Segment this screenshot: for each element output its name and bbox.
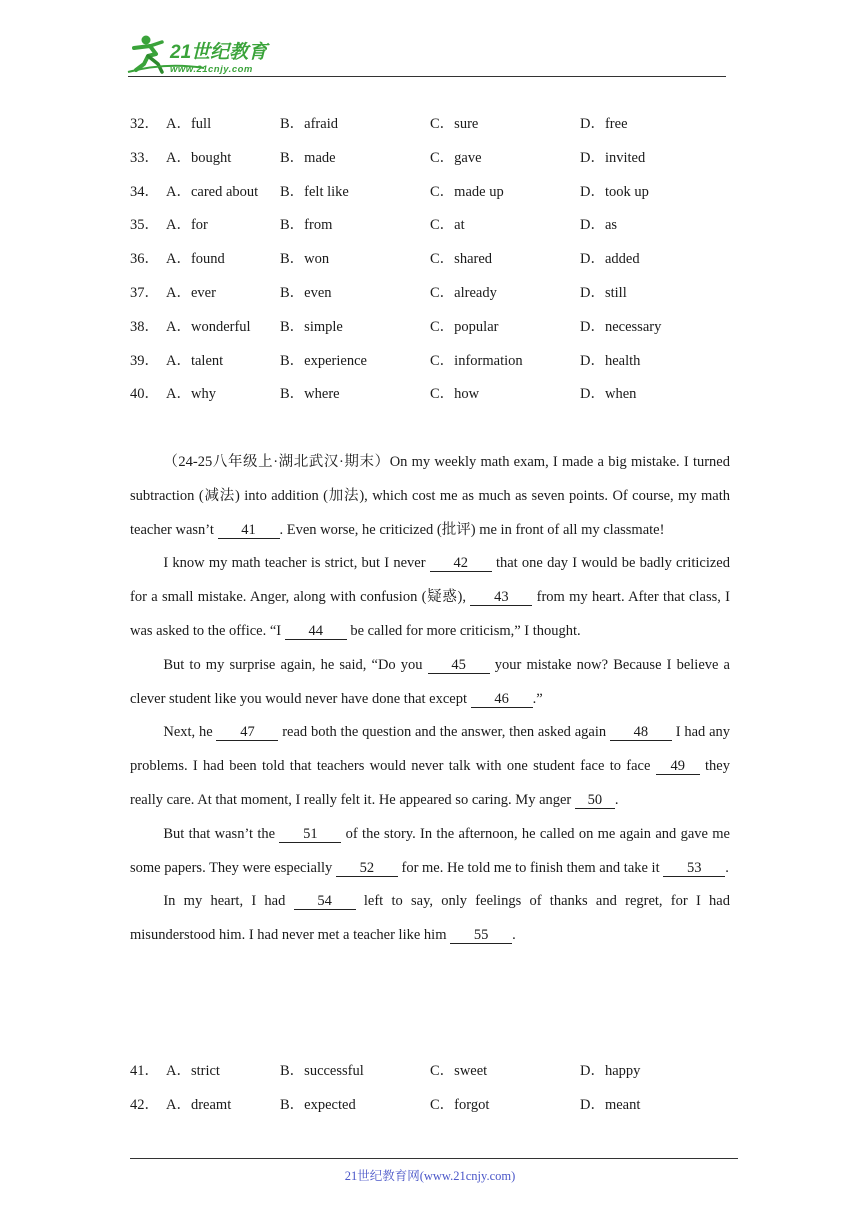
option-c: C．popular <box>430 318 499 335</box>
option-c: C．information <box>430 352 523 369</box>
runner-logo-icon <box>126 34 296 76</box>
option-a: A．strict <box>166 1063 220 1079</box>
option-a: A．talent <box>166 352 224 369</box>
footer-rule <box>130 1158 738 1159</box>
option-b: B．even <box>280 284 332 301</box>
option-d: D．added <box>580 251 640 268</box>
option-d: D．took up <box>580 183 649 200</box>
option-d: D．still <box>580 284 627 301</box>
option-c: C．sure <box>430 116 479 132</box>
option-c: C．shared <box>430 251 493 268</box>
blank-48: 48 <box>610 724 672 741</box>
option-d: D．as <box>580 217 618 234</box>
option-d: D．necessary <box>580 318 662 335</box>
option-c: C．already <box>430 284 497 301</box>
cloze-passage <box>130 446 730 953</box>
option-d: D．meant <box>580 1096 641 1113</box>
blank-53: 53 <box>663 860 725 877</box>
footer-link[interactable]: 21世纪教育网(www.21cnjy.com) <box>344 1169 516 1183</box>
blank-49: 49 <box>656 758 700 775</box>
option-b: B．where <box>280 386 340 403</box>
blank-54: 54 <box>294 893 356 910</box>
option-c: C．how <box>430 386 480 403</box>
paragraph-5: But that wasn’t the 51 of the story. In the afternoon, he called on me again and gave me some papers. They were especially 52 for me. He told me to finish them and take it 53 . <box>130 825 730 876</box>
logo-url: www.21cnjy.com <box>170 64 253 75</box>
option-c: C．gave <box>430 149 482 166</box>
blank-43: 43 <box>470 589 532 606</box>
blank-42: 42 <box>430 555 492 572</box>
paragraph-1: （24-25八年级上·湖北武汉·期末）On my weekly math exam, I made a big mistake. I turned subtraction (减法) into addition (加法), which cost me as much as seven points. Of course, my math teacher wasn’t 41 . Even worse, he criticized (批评) me in front of all my classmate! <box>130 454 730 538</box>
blank-45: 45 <box>428 657 490 674</box>
blank-52: 52 <box>336 860 398 877</box>
option-d: D．invited <box>580 149 646 166</box>
blank-50: 50 <box>575 792 615 809</box>
option-b: B．afraid <box>280 116 338 132</box>
paragraph-3: But to my surprise again, he said, “Do you 45 your mistake now? Because I believe a clever student like you would never have done that except 46 .” <box>130 656 730 707</box>
option-a: A．wonderful <box>166 318 251 335</box>
option-d: D．health <box>580 352 641 369</box>
option-c: C．at <box>430 217 465 234</box>
site-logo <box>126 34 296 76</box>
option-b: B．made <box>280 149 336 166</box>
blank-46: 46 <box>471 691 533 708</box>
option-a: A．found <box>166 251 225 268</box>
question-number: 32． <box>130 116 159 132</box>
option-c: C．forgot <box>430 1096 490 1113</box>
option-b: B．simple <box>280 318 343 335</box>
option-d: D．free <box>580 116 628 132</box>
header-rule <box>128 76 726 77</box>
paragraph-6: In my heart, I had 54 left to say, only feelings of thanks and regret, for I had misunderstood him. I had never met a teacher like him 55 . <box>130 893 730 944</box>
question-number: 42． <box>130 1096 159 1113</box>
question-number: 35． <box>130 217 159 234</box>
option-b: B．successful <box>280 1063 364 1079</box>
question-number: 37． <box>130 284 159 301</box>
option-c: C．made up <box>430 183 504 200</box>
option-a: A．bought <box>166 149 232 166</box>
question-number: 33． <box>130 149 159 166</box>
question-number: 34． <box>130 183 159 200</box>
option-b: B．felt like <box>280 183 349 200</box>
blank-44: 44 <box>285 623 347 640</box>
option-a: A．why <box>166 386 216 403</box>
question-number: 36． <box>130 251 159 268</box>
option-a: A．for <box>166 217 208 234</box>
question-number: 41． <box>130 1063 159 1079</box>
option-d: D．when <box>580 386 637 403</box>
option-a: A．ever <box>166 284 216 301</box>
option-b: B．from <box>280 217 333 234</box>
option-a: A．full <box>166 116 212 132</box>
option-b: B．won <box>280 251 330 268</box>
page-header <box>0 0 860 80</box>
blank-55: 55 <box>450 927 512 944</box>
logo-text: 21世纪教育 <box>170 42 268 63</box>
source-tag: （24-25八年级上·湖北武汉·期末） <box>163 454 390 470</box>
question-number: 38． <box>130 318 159 335</box>
question-number: 39． <box>130 352 159 369</box>
blank-47: 47 <box>216 724 278 741</box>
blank-51: 51 <box>279 826 341 843</box>
blank-41: 41 <box>218 522 280 539</box>
option-c: C．sweet <box>430 1063 488 1079</box>
option-a: A．dreamt <box>166 1096 232 1113</box>
option-a: A．cared about <box>166 183 259 200</box>
question-number: 40． <box>130 386 159 403</box>
option-b: B．expected <box>280 1096 356 1113</box>
option-d: D．happy <box>580 1063 641 1079</box>
option-b: B．experience <box>280 352 367 369</box>
paragraph-4: Next, he 47 read both the question and the answer, then asked again 48 I had any problems. I had been told that teachers would never talk with one student face to face 49 they really care. At that moment, I really felt it. He appeared so caring. My anger 50 . <box>130 724 731 808</box>
paragraph-2: I know my math teacher is strict, but I never 42 that one day I would be badly criticized for a small mistake. Anger, along with confusion (疑惑), 43 from my heart. After that class, I was asked to the office. “I 44 be called for more criticism,” I thought. <box>130 555 730 639</box>
